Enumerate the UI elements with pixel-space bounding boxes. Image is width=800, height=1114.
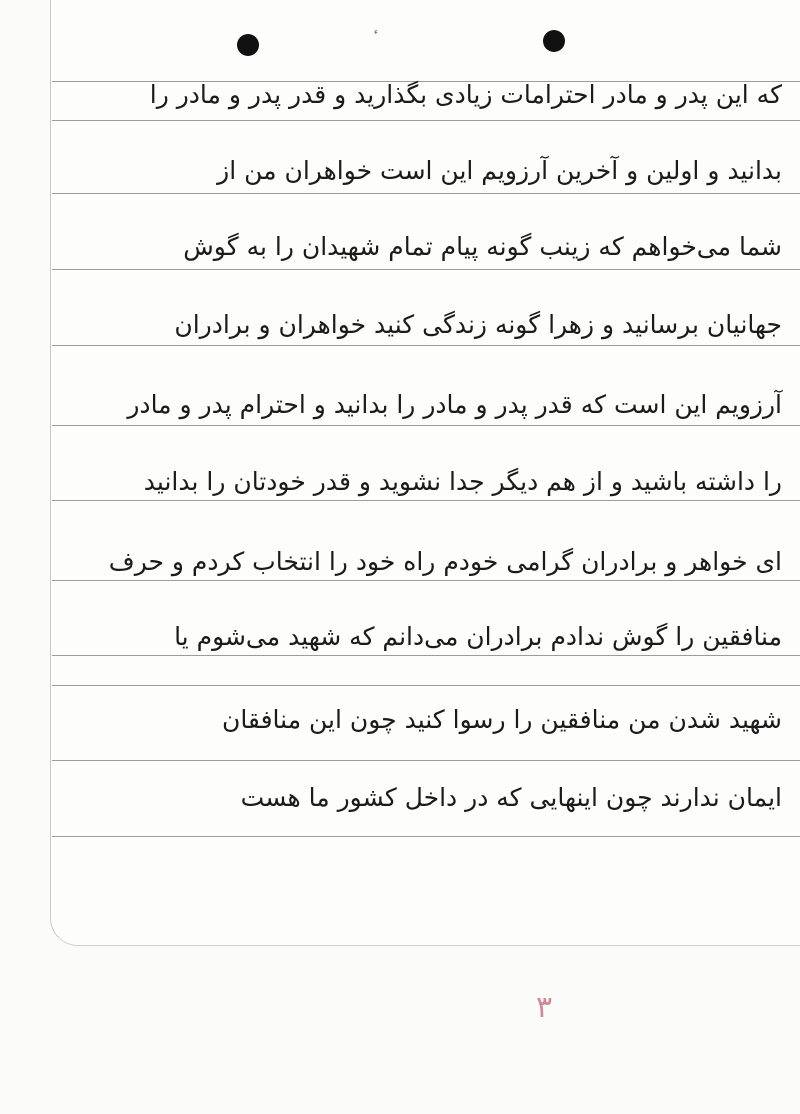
handwritten-line-4: جهانیان برسانید و زهرا گونه زندگی کنید خواهران و برادران <box>174 310 782 339</box>
ruled-line <box>52 269 800 270</box>
handwritten-line-7: ای خواهر و برادران گرامی خودم راه خود را انتخاب کردم و حرف <box>108 547 782 576</box>
ruled-line <box>52 120 800 121</box>
ruled-line <box>52 425 800 426</box>
handwritten-line-3: شما می‌خواهم که زینب گونه پیام تمام شهیدان را به گوش <box>183 232 782 261</box>
ruled-line <box>52 836 800 837</box>
ruled-line <box>52 655 800 656</box>
handwritten-line-9: شهید شدن من منافقین را رسوا کنید چون این منافقان <box>221 705 782 734</box>
handwritten-line-10: ایمان ندارند چون اینهایی که در داخل کشور ما هست <box>240 783 782 812</box>
ruled-line <box>52 345 800 346</box>
ruled-line <box>52 685 800 686</box>
handwritten-line-2: بدانید و اولین و آخرین آرزویم این است خواهران من از <box>217 156 782 185</box>
handwritten-line-6: را داشته باشید و از هم دیگر جدا نشوید و قدر خودتان را بدانید <box>143 467 782 496</box>
handwritten-line-5: آرزویم این است که قدر پدر و مادر را بدانید و احترام پدر و مادر <box>127 390 782 419</box>
ruled-line <box>52 760 800 761</box>
ruled-line <box>52 580 800 581</box>
page-number: ۳ <box>536 990 553 1025</box>
punch-hole-right <box>543 30 565 52</box>
ruled-line <box>52 193 800 194</box>
handwritten-line-8: منافقین را گوش ندادم برادران می‌دانم که شهید می‌شوم یا <box>174 622 782 651</box>
ruled-line <box>52 500 800 501</box>
punch-hole-left <box>237 34 259 56</box>
handwritten-line-1: که این پدر و مادر احترامات زیادی بگذارید و قدر پدر و مادر را <box>149 80 782 109</box>
